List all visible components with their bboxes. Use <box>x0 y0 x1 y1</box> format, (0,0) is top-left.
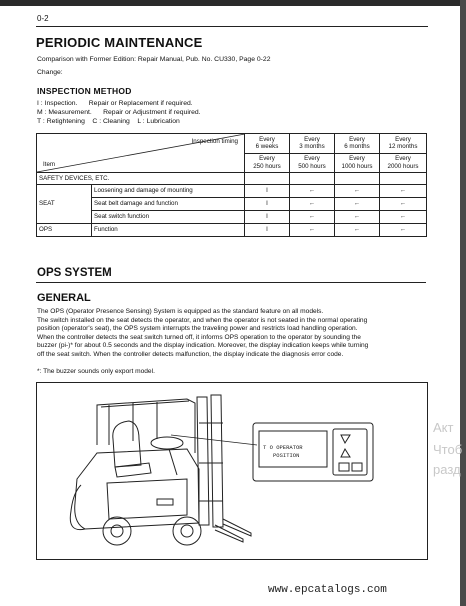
value-cell: ← <box>335 185 380 198</box>
paragraph-line: The switch installed on the seat detects the operator, and when the operator is not seated in the normal operating <box>37 316 368 324</box>
value-cell: I <box>245 198 290 211</box>
value-cell: ← <box>335 224 380 237</box>
interval-hours-cell: Every 250 hours <box>245 153 290 173</box>
buzzer-note: *: The buzzer sounds only export model. <box>37 368 155 375</box>
value-cell: I <box>245 211 290 224</box>
paragraph-line: buzzer (pi-)* for about 0.5 seconds and the display indication. Moreover, the display indication keeps while turning <box>37 342 369 350</box>
table-row <box>37 198 427 211</box>
value-cell: ← <box>380 211 427 224</box>
interval-hours-cell: Every 500 hours <box>290 153 335 173</box>
group-cell: SEAT <box>37 185 92 224</box>
value-cell: ← <box>290 185 335 198</box>
comparison-text: Comparison with Former Edition: Repair Manual, Pub. No. CU330, Page 0-22 <box>37 56 271 63</box>
value-cell: ← <box>380 224 427 237</box>
item-label: Item <box>43 160 56 168</box>
display-text-line1: T O OPERATOR <box>263 444 303 451</box>
interval-period-cell: Every 6 months <box>335 134 380 154</box>
item-cell: Loosening and damage of mounting <box>92 185 245 198</box>
item-cell: Seat belt damage and function <box>92 198 245 211</box>
page-number: 0-2 <box>37 14 49 23</box>
value-cell: ← <box>380 185 427 198</box>
value-cell: ← <box>335 211 380 224</box>
interval-period-cell: Every 3 months <box>290 134 335 154</box>
general-heading: GENERAL <box>37 292 91 304</box>
value-cell: ← <box>380 198 427 211</box>
paragraph-line: When the controller detects the seat switch turned off, it informs OPS operation to the operator by sounding the <box>37 333 361 341</box>
value-cell: ← <box>290 224 335 237</box>
legend-line: T : Retightening C : Cleaning L : Lubrication <box>37 118 180 125</box>
table-row <box>37 211 427 224</box>
table-row <box>37 224 427 237</box>
section-header: SAFETY DEVICES, ETC. <box>37 173 245 185</box>
forklift-figure <box>36 382 428 560</box>
value-cell: I <box>245 224 290 237</box>
interval-period-cell: Every 12 months <box>380 134 427 154</box>
value-cell: ← <box>335 198 380 211</box>
paragraph-line: The OPS (Operator Presence Sensing) System is equipped as the standard feature on all models. <box>37 308 324 315</box>
general-paragraph <box>37 308 429 360</box>
page-title: PERIODIC MAINTENANCE <box>36 35 203 50</box>
inspection-method-heading: INSPECTION METHOD <box>37 86 132 96</box>
overlay-text: Акт <box>433 420 454 435</box>
window-top-border <box>0 0 466 6</box>
timing-label: Inspection timing <box>191 138 238 145</box>
item-cell: Seat switch function <box>92 211 245 224</box>
legend-line: I : Inspection. Repair or Replacement if required. <box>37 100 193 107</box>
interval-period-cell: Every 6 weeks <box>245 134 290 154</box>
overlay-text: разд <box>433 462 461 477</box>
forklift-illustration <box>37 383 427 559</box>
change-label: Change: <box>37 69 63 76</box>
section-rule <box>36 282 426 283</box>
display-text-line2: POSITION <box>273 452 300 459</box>
interval-hours-cell: Every 2000 hours <box>380 153 427 173</box>
item-cell: Function <box>92 224 245 237</box>
paragraph-line: off the seat switch. When the controller detects malfunction, the display indicate the diagnosis error code. <box>37 350 344 358</box>
window-right-border <box>460 0 466 606</box>
value-cell: ← <box>290 198 335 211</box>
paragraph-line: position (operator's seat), the OPS system interrupts the traveling power and restricts load handling operation. <box>37 325 358 333</box>
interval-hours-cell: Every 1000 hours <box>335 153 380 173</box>
watermark: www.epcatalogs.com <box>268 584 387 596</box>
table-header-corner <box>37 134 245 173</box>
value-cell: I <box>245 185 290 198</box>
value-cell: ← <box>290 211 335 224</box>
group-cell: OPS <box>37 224 92 237</box>
table-row <box>37 185 427 198</box>
inspection-table <box>36 133 427 237</box>
header-rule <box>36 26 428 27</box>
legend-line: M : Measurement. Repair or Adjustment if required. <box>37 109 201 116</box>
overlay-text: Чтоб <box>433 442 463 457</box>
ops-system-heading: OPS SYSTEM <box>37 267 112 279</box>
